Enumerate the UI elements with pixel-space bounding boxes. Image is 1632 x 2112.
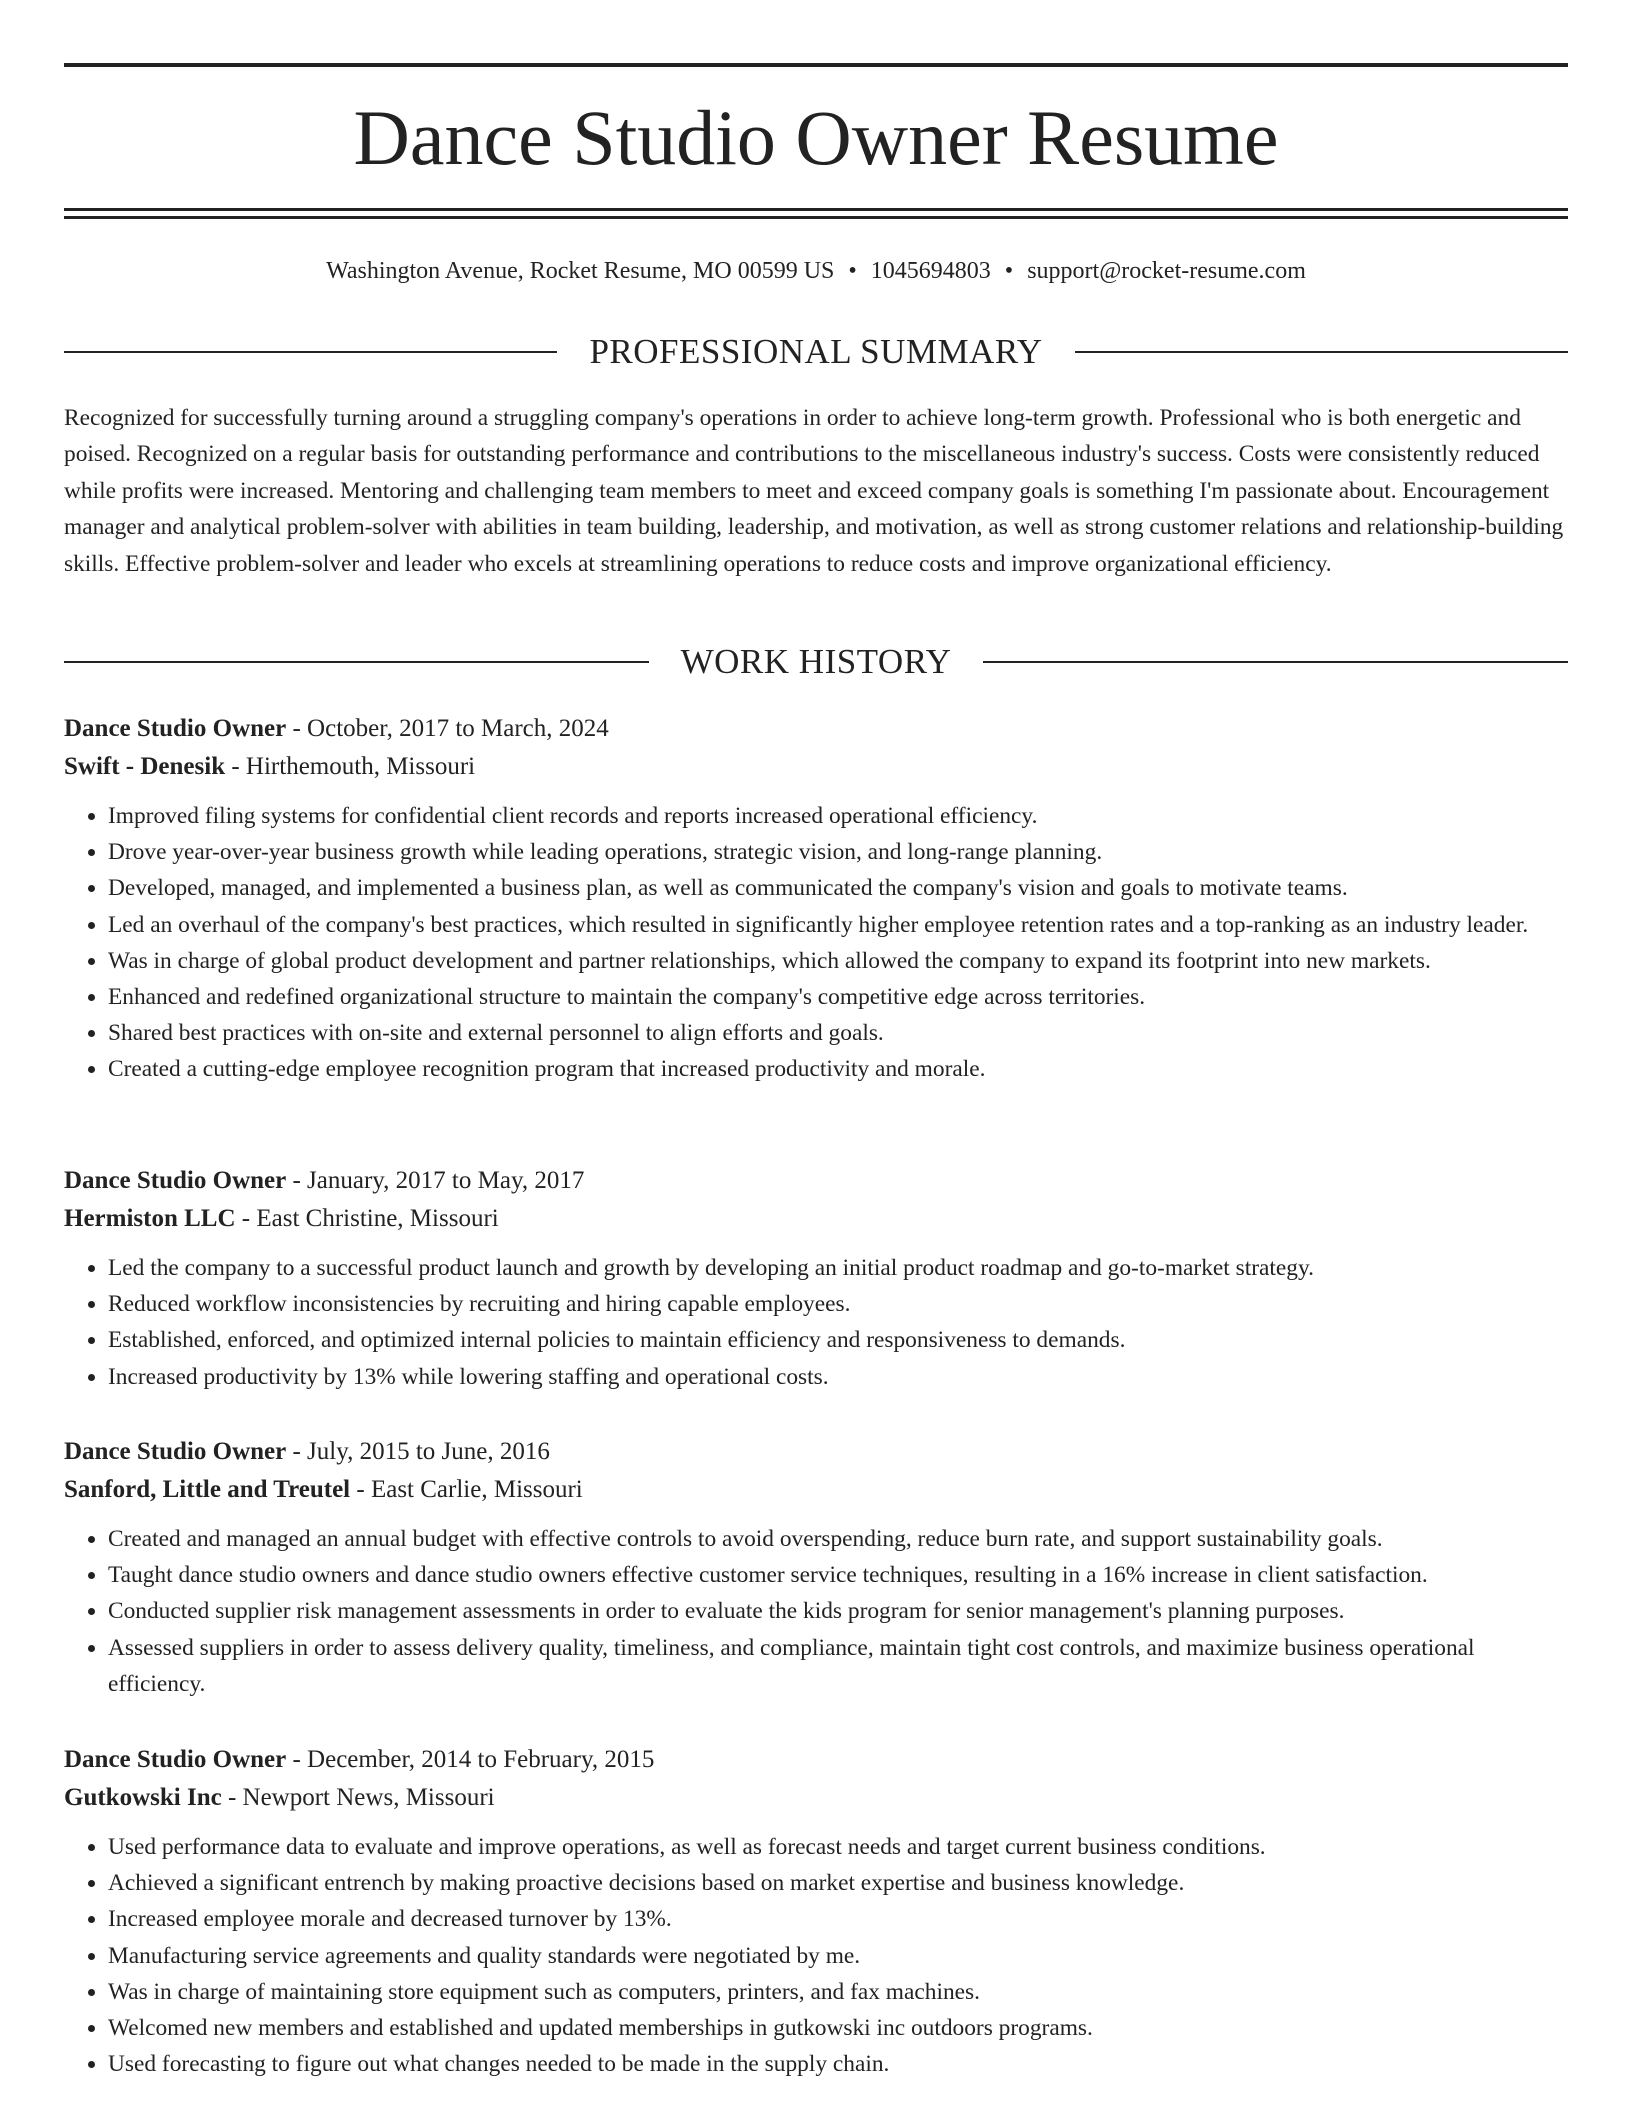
- job-bullet: • Enhanced and redefined organizational structure to maintain the company's competitive edge across territories.: [108, 979, 1568, 1015]
- job-title: Dance Studio Owner: [64, 1167, 287, 1194]
- job-entry: [64, 1162, 1568, 1395]
- job-bullet: • Achieved a significant entrench by making proactive decisions based on market expertise and business knowledge.: [108, 1865, 1568, 1901]
- job-title: Dance Studio Owner: [64, 1746, 287, 1773]
- contact-email: support@rocket-resume.com: [1027, 258, 1306, 284]
- job-title-line: [64, 1433, 1568, 1471]
- job-bullet: • Conducted supplier risk management assessments in order to evaluate the kids program for senior management's planning purposes.: [108, 1593, 1568, 1629]
- job-title: Dance Studio Owner: [64, 715, 287, 742]
- job-company: Swift - Denesik: [64, 753, 226, 780]
- job-bullet: • Improved filing systems for confidential client records and reports increased operational efficiency.: [108, 798, 1568, 834]
- job-bullet: • Created and managed an annual budget with effective controls to avoid overspending, reduce burn rate, and support sustainability goals.: [108, 1521, 1568, 1557]
- job-entry: [64, 1433, 1568, 1702]
- job-bullets: [64, 1521, 1568, 1702]
- job-bullet: • Led the company to a successful product launch and growth by developing an initial product roadmap and go-to-market strategy.: [108, 1250, 1568, 1286]
- section-rule: [64, 661, 649, 663]
- resume-title: Dance Studio Owner Resume: [353, 94, 1279, 181]
- job-bullet: • Was in charge of maintaining store equipment such as computers, printers, and fax machines.: [108, 1974, 1568, 2010]
- job-company: Sanford, Little and Treutel: [64, 1476, 351, 1503]
- job-dates: - October, 2017 to March, 2024: [286, 715, 609, 742]
- work-section-header: [64, 640, 1568, 684]
- top-rule: [64, 63, 1568, 67]
- job-title-line: [64, 1162, 1568, 1200]
- job-bullets: [64, 1250, 1568, 1395]
- job-bullet: • Welcomed new members and established and updated memberships in gutkowski inc outdoors programs.: [108, 2010, 1568, 2046]
- job-location: - Newport News, Missouri: [221, 1784, 495, 1811]
- title-rule-upper: [64, 208, 1568, 211]
- job-company-line: [64, 748, 1568, 786]
- job-dates: - January, 2017 to May, 2017: [286, 1167, 585, 1194]
- job-bullet: • Shared best practices with on-site and external personnel to align efforts and goals.: [108, 1015, 1568, 1051]
- job-title-line: [64, 1741, 1568, 1779]
- job-bullet: • Developed, managed, and implemented a business plan, as well as communicated the company's vision and goals to motivate teams.: [108, 870, 1568, 906]
- summary-section-header: [64, 330, 1568, 374]
- contact-phone: 1045694803: [870, 258, 991, 284]
- section-rule: [64, 351, 557, 353]
- job-bullet: • Taught dance studio owners and dance studio owners effective customer service techniques, resulting in a 16% increase in client satisfaction.: [108, 1557, 1568, 1593]
- job-bullet: • Increased productivity by 13% while lowering staffing and operational costs.: [108, 1359, 1568, 1395]
- job-bullet: • Increased employee morale and decreased turnover by 13%.: [108, 1901, 1568, 1937]
- job-location: - Hirthemouth, Missouri: [225, 753, 476, 780]
- job-bullet: • Used forecasting to figure out what changes needed to be made in the supply chain.: [108, 2046, 1568, 2082]
- contact-line: [64, 254, 1568, 288]
- job-company: Hermiston LLC: [64, 1205, 236, 1232]
- section-rule: [983, 661, 1568, 663]
- section-rule: [1075, 351, 1568, 353]
- title-rule-lower: [64, 216, 1568, 219]
- contact-separator: •: [1004, 258, 1014, 284]
- job-bullet: • Led an overhaul of the company's best practices, which resulted in significantly higher employee retention rates and a top-ranking as an industry leader.: [108, 907, 1568, 943]
- job-bullet: • Drove year-over-year business growth while leading operations, strategic vision, and long-range planning.: [108, 834, 1568, 870]
- job-bullet: • Was in charge of global product development and partner relationships, which allowed the company to expand its footprint into new markets.: [108, 943, 1568, 979]
- job-bullet: • Used performance data to evaluate and improve operations, as well as forecast needs and target current business conditions.: [108, 1829, 1568, 1865]
- job-dates: - July, 2015 to June, 2016: [286, 1438, 550, 1465]
- job-bullet: • Manufacturing service agreements and quality standards were negotiated by me.: [108, 1938, 1568, 1974]
- job-entry: [64, 1741, 1568, 2082]
- job-location: - East Christine, Missouri: [235, 1205, 499, 1232]
- job-bullet: • Assessed suppliers in order to assess delivery quality, timeliness, and compliance, maintain tight cost controls, and maximize business operational efficiency.: [108, 1630, 1568, 1702]
- job-company-line: [64, 1779, 1568, 1817]
- job-bullet: • Created a cutting-edge employee recognition program that increased productivity and morale.: [108, 1051, 1568, 1087]
- job-title-line: [64, 710, 1568, 748]
- job-entry: [64, 710, 1568, 1088]
- job-location: - East Carlie, Missouri: [350, 1476, 583, 1503]
- job-title: Dance Studio Owner: [64, 1438, 287, 1465]
- job-company: Gutkowski Inc: [64, 1784, 222, 1811]
- job-bullet: • Established, enforced, and optimized internal policies to maintain efficiency and responsiveness to demands.: [108, 1322, 1568, 1358]
- job-bullets: [64, 1829, 1568, 2082]
- contact-separator: •: [848, 258, 857, 284]
- section-heading: PROFESSIONAL SUMMARY: [589, 332, 1043, 371]
- job-bullet: • Reduced workflow inconsistencies by recruiting and hiring capable employees.: [108, 1286, 1568, 1322]
- job-company-line: [64, 1471, 1568, 1509]
- job-dates: - December, 2014 to February, 2015: [286, 1746, 655, 1773]
- job-bullets: [64, 798, 1568, 1088]
- summary-text: Recognized for successfully turning around a struggling company's operations in order to achieve long-term growth. Professional who is both energetic and poised. Recognized on a regular basis for outstanding performance and contributions to the miscellaneous industry's success. Costs were consistently reduced while profits were increased. Mentoring and challenging team members to meet and exceed company goals is something I'm passionate about. Encouragement manager and analytical problem-solver with abilities in team building, leadership, and motivation, as well as strong customer relations and relationship-building skills. Effective problem-solver and leader who excels at streamlining operations to reduce costs and improve organizational efficiency.: [64, 405, 1564, 577]
- job-company-line: [64, 1200, 1568, 1238]
- contact-address: Washington Avenue, Rocket Resume, MO 00599 US: [326, 258, 835, 284]
- section-heading: WORK HISTORY: [680, 642, 952, 681]
